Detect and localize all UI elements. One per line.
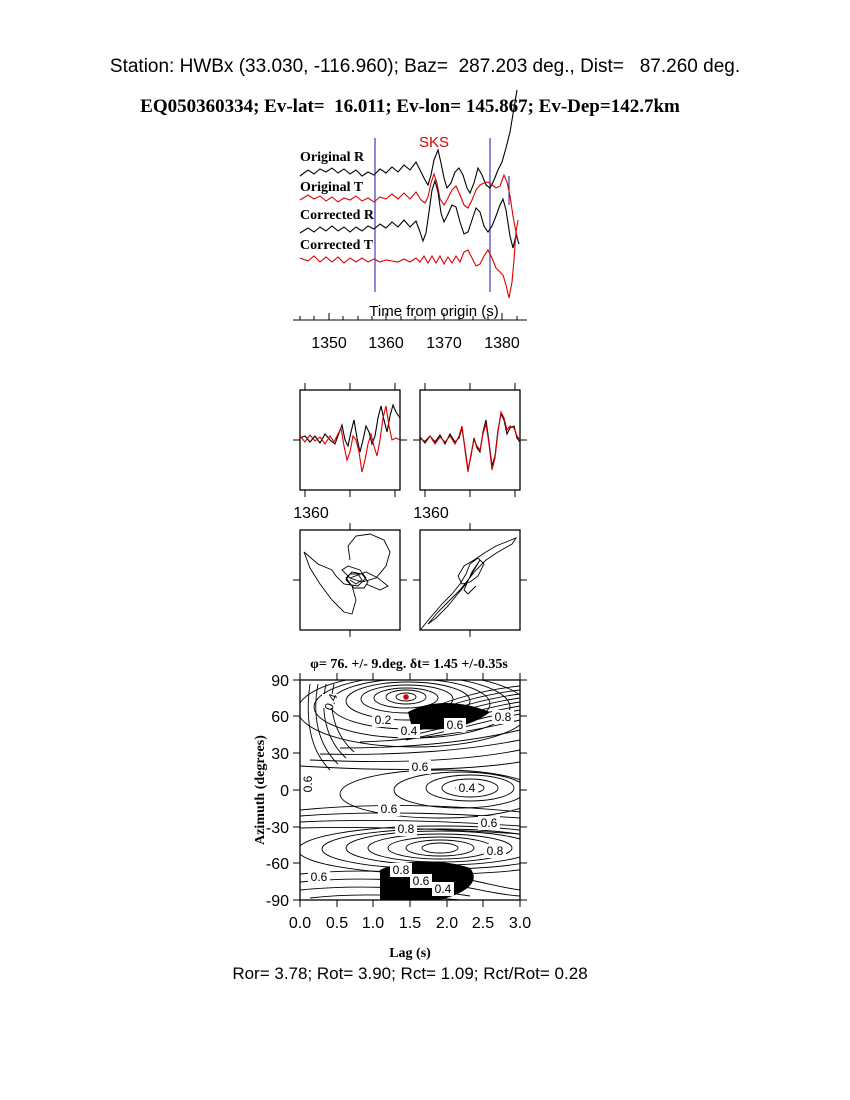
svg-text:0.6: 0.6 [301,775,315,793]
y-tick-0: 0 [280,783,289,800]
x-tick-0-0: 0.0 [288,915,312,932]
contour-label-12 [484,844,506,858]
svg-text:0.6: 0.6 [412,874,430,888]
time-tick-label-1360: 1360 [368,335,404,352]
best-fit-marker [403,694,409,700]
svg-text:0.6: 0.6 [310,870,328,884]
svg-text:0.4: 0.4 [434,882,452,896]
particle-motion-original [304,534,390,614]
phase-label: SKS [418,134,450,151]
contour-title: φ= 76. +/- 9.deg. δt= 1.45 +/-0.35s [310,657,508,672]
y-tick-minus60: -60 [265,856,289,873]
trace-label-corrected-t: Corrected T [300,238,373,253]
y-tick-labels [266,673,289,910]
svg-text:0.8: 0.8 [486,844,504,858]
x-tick-1-5: 1.5 [398,915,422,932]
svg-text:0.2: 0.2 [374,713,392,727]
contour-panel [253,657,582,961]
x-tick-2-5: 2.5 [471,915,495,932]
trace-label-original-r: Original R [300,150,365,165]
svg-text:0.4: 0.4 [321,691,341,713]
svg-text:0.6: 0.6 [446,718,464,732]
contour-label-14 [390,863,412,877]
contour-label-13 [308,870,330,884]
statistics-line: Ror= 3.78; Rot= 3.90; Rct= 1.09; Rct/Rot= 0.28 [232,964,588,983]
contour-label-10 [395,822,417,836]
y-axis-label: Azimuth (degrees) [253,735,268,845]
contour-label-11 [478,816,500,830]
x-tick-3-0: 3.0 [508,915,532,932]
trace-label-corrected-r: Corrected R [300,208,374,223]
particle-motion-panel-corrected [413,523,527,637]
contour-label-6 [409,760,431,774]
svg-text:0.8: 0.8 [397,822,415,836]
waveform-panel-corrected [413,383,527,497]
particle-motion-panel-original [293,523,407,637]
y-tick-minus30: -30 [265,820,289,837]
contour-label-8 [456,781,478,795]
time-tick-label-1380: 1380 [484,335,520,352]
time-tick-label-1350: 1350 [311,335,347,352]
x-axis-label: Lag (s) [389,946,431,961]
contour-label-5 [492,710,514,724]
contour-label-1 [322,691,341,712]
svg-text:0.4: 0.4 [458,781,476,795]
svg-text:0.8: 0.8 [494,710,512,724]
contour-label-15 [410,874,432,888]
svg-text:0.4: 0.4 [400,724,418,738]
contour-label-2 [372,713,394,727]
x-tick-2-0: 2.0 [435,915,459,932]
event-header: EQ050360334; Ev-lat= 16.011; Ev-lon= 145.867; Ev-Dep=142.7km [140,96,680,117]
svg-text:0.8: 0.8 [392,863,410,877]
seismogram-panel [293,90,527,352]
y-tick-minus90: -90 [265,893,289,910]
contour-label-16 [432,882,454,896]
y-tick-90: 90 [271,673,289,690]
trace-label-original-t: Original T [300,180,364,195]
time-axis-label: Time from origin (s) [369,303,499,320]
x-tick-0-5: 0.5 [325,915,349,932]
y-tick-30: 30 [271,746,289,763]
contour-label-7 [300,774,316,794]
waveform-tick-label-left: 1360 [293,505,329,522]
x-tick-1-0: 1.0 [361,915,385,932]
svg-text:0.6: 0.6 [411,760,429,774]
svg-text:0.6: 0.6 [380,802,398,816]
y-tick-60: 60 [271,709,289,726]
particle-motion-corrected [421,538,516,629]
time-tick-label-1370: 1370 [426,335,462,352]
contour-label-9 [378,802,400,816]
x-tick-labels [289,915,531,932]
station-header: Station: HWBx (33.030, -116.960); Baz= 287.203 deg., Dist= 87.260 deg. [109,56,741,77]
contour-label-3 [398,724,420,738]
svg-text:0.6: 0.6 [480,816,498,830]
trace-original-r [300,90,517,193]
waveform-panel-original [293,383,407,497]
waveform-tick-label-right: 1360 [413,505,449,522]
contour-label-4 [444,718,466,732]
